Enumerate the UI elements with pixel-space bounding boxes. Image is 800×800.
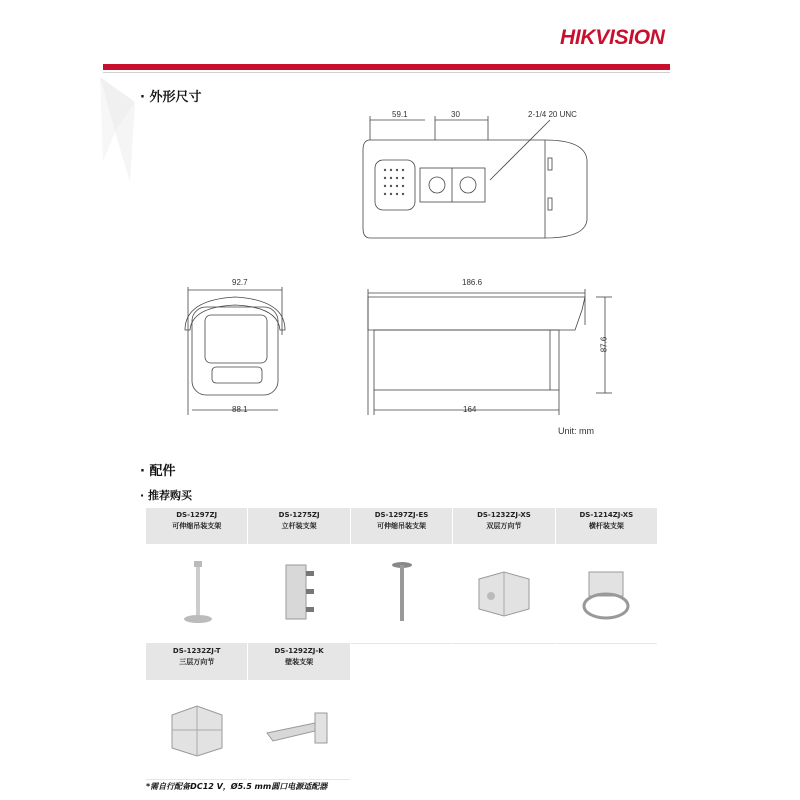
accessory-model: DS-1275ZJ	[278, 511, 320, 519]
dim-thread: 2-1/4 20 UNC	[528, 110, 577, 119]
accessory-model: DS-1214ZJ-XS	[579, 511, 634, 519]
accessory-row	[145, 644, 657, 780]
dim-front-width-top: 92.7	[232, 278, 248, 287]
power-adapter-footnote: *需自行配备DC12 V，Ø5.5 mm圆口电源适配器	[146, 782, 328, 791]
pole-mount-icon	[274, 559, 324, 629]
pendant-rod-icon	[377, 559, 427, 629]
accessory-row	[145, 508, 657, 644]
accessory-name: 双层万向节	[486, 522, 522, 530]
pendant-mount-icon	[172, 559, 222, 629]
wall-mount-icon	[259, 705, 339, 755]
accessory-card	[247, 508, 349, 644]
accessory-card	[452, 508, 554, 644]
section-title-recommended: · 推荐购买	[140, 487, 192, 503]
triple-gimbal-icon	[162, 700, 232, 760]
accessory-name: 横杆装支架	[588, 522, 624, 530]
accessory-card	[145, 644, 247, 780]
dim-side-length-top: 186.6	[462, 278, 483, 287]
dim-side-height: 87.6	[599, 336, 609, 353]
camera-side-view-drawing	[360, 285, 620, 420]
accessory-name: 三层万向节	[179, 658, 215, 666]
section-title-accessories: · 配件	[140, 460, 175, 479]
accessory-card	[145, 508, 247, 644]
hikvision-logo	[560, 26, 665, 50]
double-gimbal-icon	[469, 564, 539, 624]
unit-label: Unit: mm	[558, 426, 594, 436]
accessory-card	[350, 508, 452, 644]
logo-text: HIKVISION	[560, 26, 665, 49]
dim-top-30: 30	[451, 110, 460, 119]
crossbar-mount-icon	[571, 564, 641, 624]
accessory-card	[247, 644, 349, 780]
accessory-name: 立杆装支架	[281, 522, 317, 530]
accessory-name: 壁装支架	[285, 658, 314, 666]
header-divider	[103, 72, 670, 73]
accessory-card	[555, 508, 657, 644]
section-title-dimensions: · 外形尺寸	[140, 86, 201, 105]
accessory-model: DS-1292ZJ-K	[274, 647, 324, 655]
accessory-model: DS-1297ZJ	[176, 511, 218, 519]
accessory-grid	[145, 508, 657, 780]
accessory-name: 可伸缩吊装支架	[377, 522, 427, 530]
dim-side-length-bottom: 164	[463, 405, 477, 414]
camera-front-view-drawing	[180, 285, 290, 420]
accessory-model: DS-1232ZJ-T	[172, 647, 221, 655]
dim-front-width-bottom: 88.1	[232, 405, 248, 414]
accessory-model: DS-1297ZJ-ES	[374, 511, 429, 519]
accessory-model: DS-1232ZJ-XS	[477, 511, 531, 519]
dim-top-59-1: 59.1	[392, 110, 408, 119]
accessory-name: 可伸缩吊装支架	[172, 522, 222, 530]
header-red-bar	[103, 64, 670, 70]
camera-top-view-drawing	[355, 100, 615, 250]
